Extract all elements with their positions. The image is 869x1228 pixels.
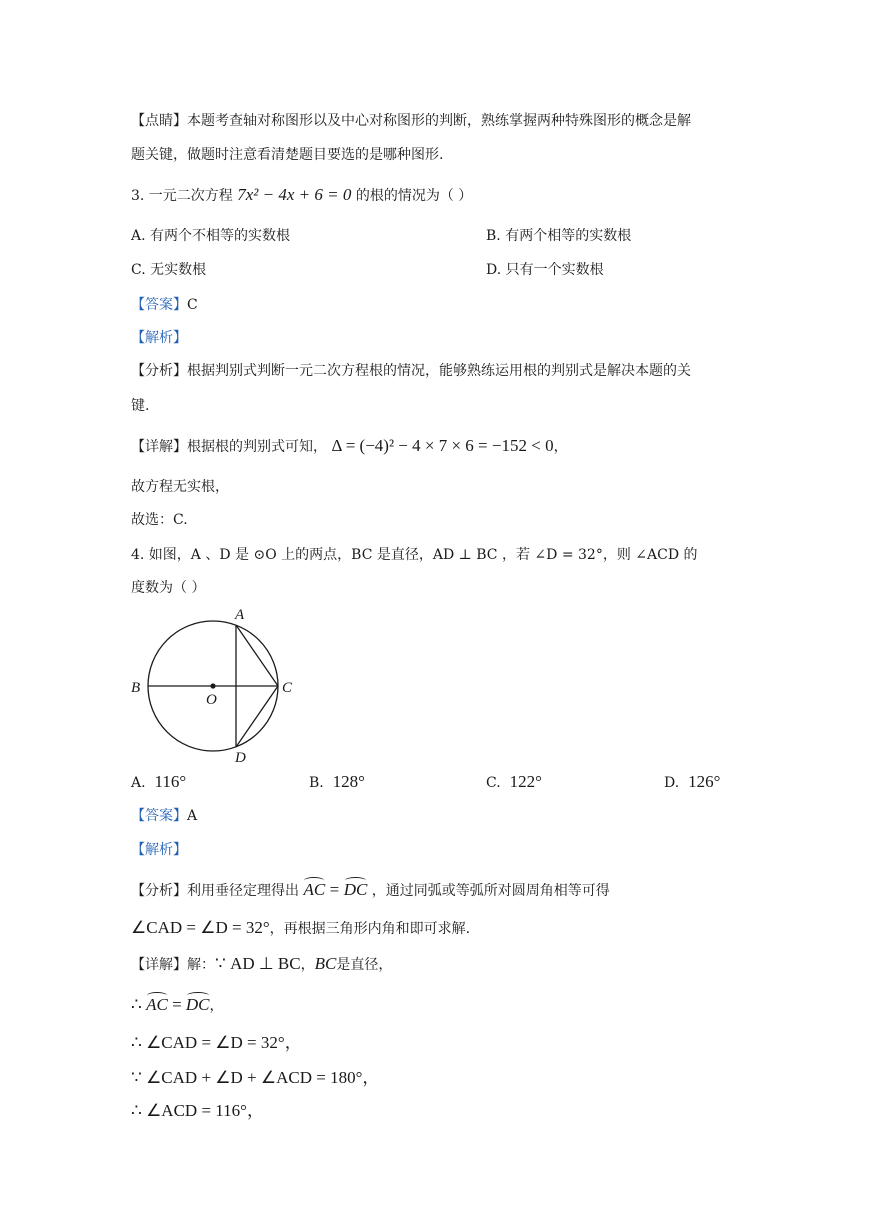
q3-conclusion: 故方程无实根， xyxy=(131,479,229,495)
q4-step-2 xyxy=(131,1033,302,1054)
q3-fenxi-line-2: 键. xyxy=(131,398,150,414)
q4-step-1-arc-dc: DC xyxy=(185,995,210,1014)
q4-circle-figure xyxy=(128,603,298,768)
center-point xyxy=(210,683,215,688)
q4-step-1-symbol: ∴ xyxy=(131,995,147,1014)
q3-option-d: D. 只有一个实数根 xyxy=(486,262,604,278)
q4-detail-prefix: 【详解】解： xyxy=(131,957,215,973)
q4-detail-because: ∵ AD ⊥ BC xyxy=(215,954,301,973)
q3-choose: 故选：C. xyxy=(131,512,188,528)
q4-option-c-letter: C. xyxy=(486,775,501,791)
q4-analysis-tag: 【解析】 xyxy=(131,842,187,858)
q4-detail-end: 是直径， xyxy=(336,957,393,973)
label-b: B xyxy=(131,680,141,696)
q4-answer-line xyxy=(131,806,197,826)
q3-option-b: B. 有两个相等的实数根 xyxy=(486,228,632,244)
q3-suffix: 的根的情况为（ ） xyxy=(355,188,473,204)
label-o: O xyxy=(206,692,217,708)
q4-fenxi-formula: ∠CAD = ∠D = 32° xyxy=(131,918,270,937)
q3-analysis-tag: 【解析】 xyxy=(131,330,187,346)
label-c: C xyxy=(282,680,293,696)
q3-detail xyxy=(131,436,568,457)
q3-detail-formula: Δ = (−4)² − 4 × 7 × 6 = −152 < 0 xyxy=(331,436,554,455)
q3-stem xyxy=(131,185,472,206)
q3-detail-prefix: 【详解】根据根的判别式可知， xyxy=(131,439,327,455)
review-line-1: 【点睛】本题考查轴对称图形以及中心对称图形的判断，熟练掌握两种特殊图形的概念是解 xyxy=(131,113,691,129)
q4-option-c-value: 122° xyxy=(509,772,542,791)
q4-fenxi-suffix: ，通过同弧或等弧所对圆周角相等可得 xyxy=(371,883,610,899)
q4-stem-line-1: 4. 如图，A 、D 是 ⊙O 上的两点，BC 是直径，AD ⊥ BC ，若 ∠D = 32°，则 ∠ACD 的 xyxy=(131,547,698,563)
q4-detail-bc: BC xyxy=(314,954,337,973)
q4-step-4-text: ∴ ∠ACD = 116°， xyxy=(131,1101,264,1120)
q4-answer: A xyxy=(187,808,198,824)
q4-fenxi-prefix: 【分析】利用垂径定理得出 xyxy=(131,883,299,899)
q3-answer-line xyxy=(131,295,198,315)
q4-option-a-value: 116° xyxy=(154,772,187,791)
q4-step-1-arc-ac: AC xyxy=(146,995,168,1014)
q4-step-1 xyxy=(131,995,224,1016)
q3-answer-tag: 【答案】 xyxy=(131,297,187,313)
q4-step-3-text: ∵ ∠CAD + ∠D + ∠ACD = 180°， xyxy=(131,1068,380,1087)
q3-equation: 7x² − 4x + 6 = 0 xyxy=(237,185,352,204)
q4-option-d-letter: D. xyxy=(664,775,680,791)
q4-step-1-end: ， xyxy=(209,998,224,1014)
q4-option-a xyxy=(131,772,186,793)
q4-fenxi-line-2 xyxy=(131,918,470,939)
label-d: D xyxy=(235,750,246,766)
q3-detail-suffix: ， xyxy=(553,439,568,455)
q3-fenxi-line-1: 【分析】根据判别式判断一元二次方程根的情况，能够熟练运用根的判别式是解决本题的关 xyxy=(131,363,691,379)
q4-option-b-value: 128° xyxy=(332,772,365,791)
q4-option-d-value: 126° xyxy=(688,772,721,791)
q4-fenxi-line-2-text: ，再根据三角形内角和即可求解. xyxy=(269,921,471,937)
q3-prefix: 3. 一元二次方程 xyxy=(131,188,233,204)
chord-ac xyxy=(236,625,278,686)
q4-fenxi-arc-dc: DC xyxy=(343,880,368,899)
q4-option-d xyxy=(664,772,720,793)
q4-step-3 xyxy=(131,1068,379,1089)
q4-fenxi-line-1 xyxy=(131,880,610,901)
review-line-2: 题关键，做题时注意看清楚题目要选的是哪种图形. xyxy=(131,147,444,163)
q4-option-b xyxy=(309,772,365,793)
q3-answer: C xyxy=(187,297,198,313)
q4-fenxi-arc-ac: AC xyxy=(303,880,326,899)
q4-fenxi-eq: = xyxy=(329,880,340,899)
chord-dc xyxy=(236,686,278,747)
label-a: A xyxy=(235,607,245,623)
q4-answer-tag: 【答案】 xyxy=(131,808,187,824)
q4-step-2-text: ∴ ∠CAD = ∠D = 32°， xyxy=(131,1033,302,1052)
q4-detail-mid: ， xyxy=(300,957,315,973)
q3-option-a: A. 有两个不相等的实数根 xyxy=(131,228,291,244)
q4-stem-line-2: 度数为（ ） xyxy=(131,580,206,596)
q3-option-c: C. 无实数根 xyxy=(131,262,207,278)
q4-detail xyxy=(131,954,392,975)
q4-option-b-letter: B. xyxy=(309,775,324,791)
q4-option-c xyxy=(486,772,542,793)
q4-step-1-eq: = xyxy=(167,995,186,1014)
q4-step-4 xyxy=(131,1101,264,1122)
q4-option-a-letter: A. xyxy=(131,775,146,791)
